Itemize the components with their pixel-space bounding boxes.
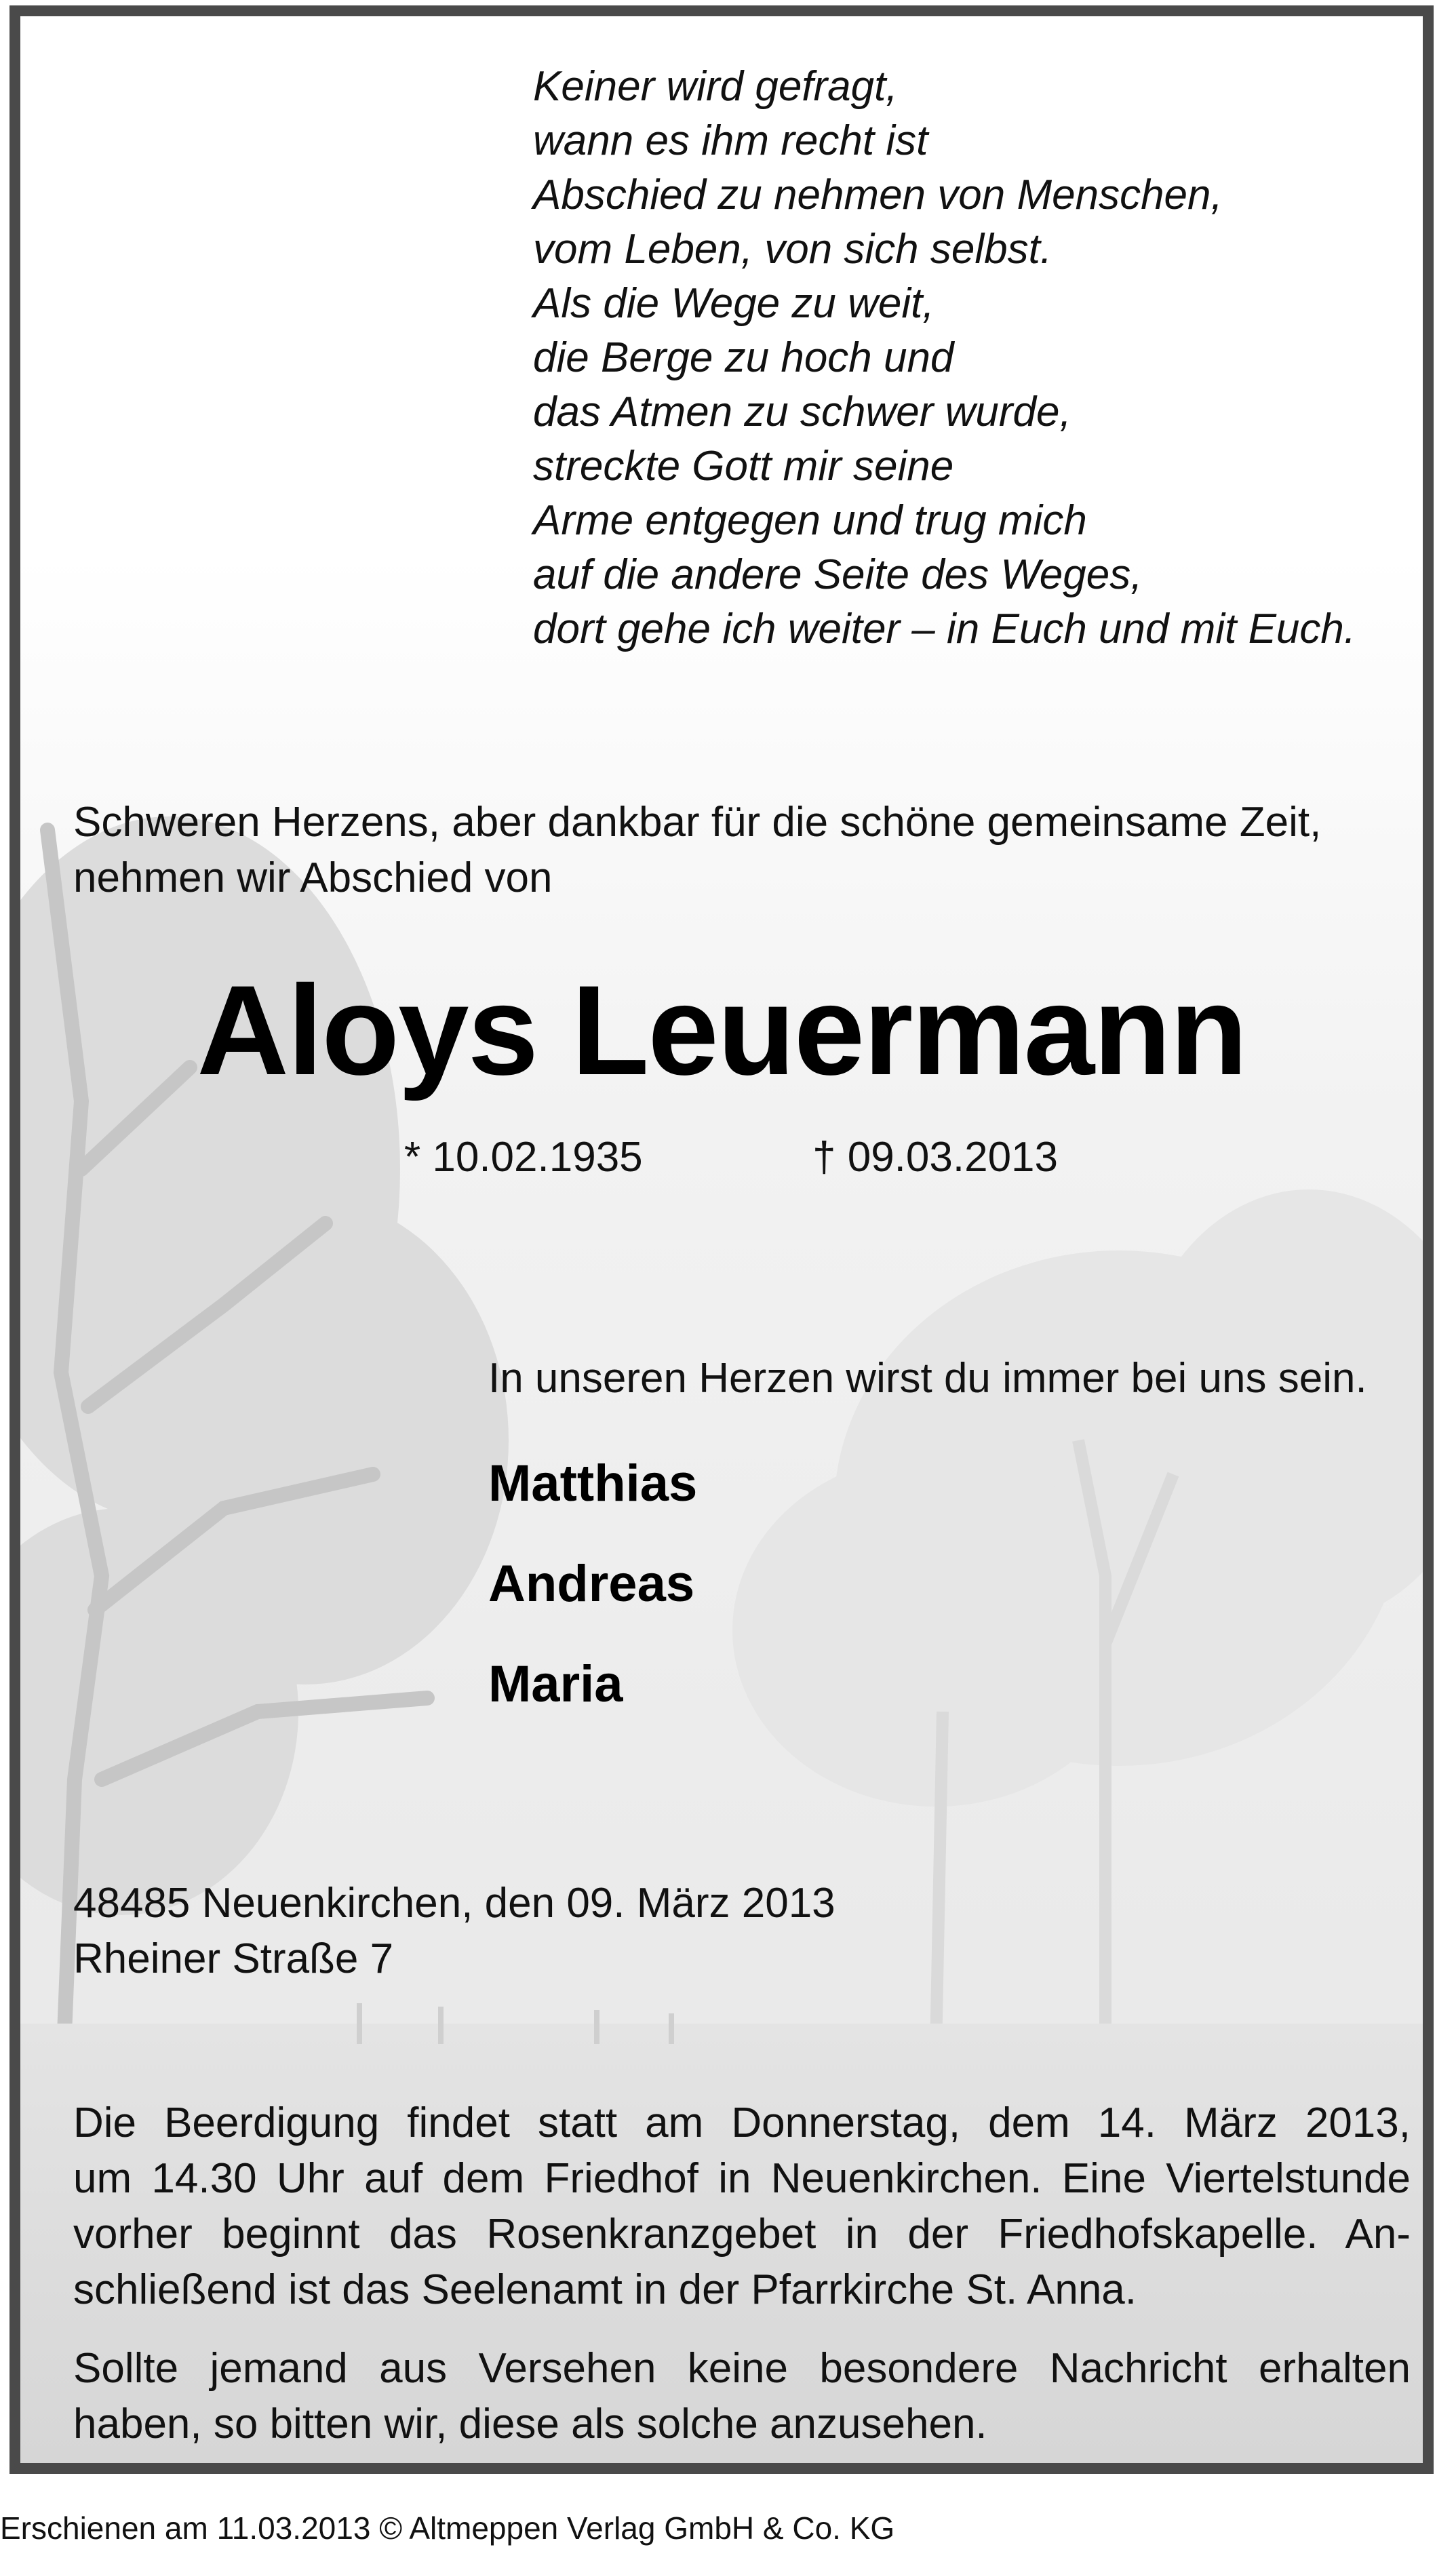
intro-line: nehmen wir Abschied von bbox=[73, 854, 553, 901]
address-block bbox=[73, 1876, 835, 1987]
poem-line: vom Leben, von sich selbst. bbox=[533, 226, 1052, 273]
funeral-line: um 14.30 Uhr auf dem Friedhof in Neuenkirchen. Eine Viertelstunde bbox=[73, 2155, 1411, 2202]
note-line: haben, so bitten wir, diese als solche anzusehen. bbox=[73, 2401, 987, 2447]
obituary-notice bbox=[9, 5, 1434, 2474]
note-line: Sollte jemand aus Versehen keine besondere Nachricht erhalten bbox=[73, 2345, 1411, 2392]
intro-text bbox=[73, 795, 1321, 906]
funeral-line: schließend ist das Seelenamt in der Pfarrkirche St. Anna. bbox=[73, 2266, 1137, 2313]
poem bbox=[533, 60, 1356, 656]
poem-line: das Atmen zu schwer wurde, bbox=[533, 389, 1071, 435]
funeral-info bbox=[73, 2095, 1411, 2318]
mourner-name: Andreas bbox=[488, 1555, 695, 1613]
poem-line: Als die Wege zu weit, bbox=[533, 280, 934, 327]
poem-line: streckte Gott mir seine bbox=[533, 443, 954, 490]
poem-line: Abschied zu nehmen von Menschen, bbox=[533, 172, 1223, 218]
farewell-text: In unseren Herzen wirst du immer bei uns sein. bbox=[488, 1355, 1367, 1402]
poem-line: wann es ihm recht ist bbox=[533, 117, 928, 164]
notification-note bbox=[73, 2341, 1411, 2452]
poem-line: die Berge zu hoch und bbox=[533, 334, 954, 381]
birth-date: * 10.02.1935 bbox=[404, 1134, 643, 1181]
poem-line: auf die andere Seite des Weges, bbox=[533, 551, 1143, 598]
funeral-line: Die Beerdigung findet statt am Donnerstag, dem 14. März 2013, bbox=[73, 2100, 1411, 2146]
intro-line: Schweren Herzens, aber dankbar für die schöne gemeinsame Zeit, bbox=[73, 799, 1322, 846]
deceased-name: Aloys Leuermann bbox=[197, 959, 1246, 1101]
poem-line: Keiner wird gefragt, bbox=[533, 63, 898, 110]
funeral-line: vorher beginnt das Rosenkranzgebet in der Friedhofskapelle. An- bbox=[73, 2211, 1411, 2258]
publication-footer: Erschienen am 11.03.2013 © Altmeppen Verlag GmbH & Co. KG bbox=[0, 2510, 895, 2546]
death-date: † 09.03.2013 bbox=[812, 1134, 1059, 1181]
street-line: Rheiner Straße 7 bbox=[73, 1935, 394, 1982]
poem-line: dort gehe ich weiter – in Euch und mit Euch. bbox=[533, 606, 1356, 652]
poem-line: Arme entgegen und trug mich bbox=[533, 497, 1087, 544]
mourner-name: Matthias bbox=[488, 1455, 698, 1512]
mourner-name: Maria bbox=[488, 1655, 623, 1713]
place-date-line: 48485 Neuenkirchen, den 09. März 2013 bbox=[73, 1880, 835, 1927]
